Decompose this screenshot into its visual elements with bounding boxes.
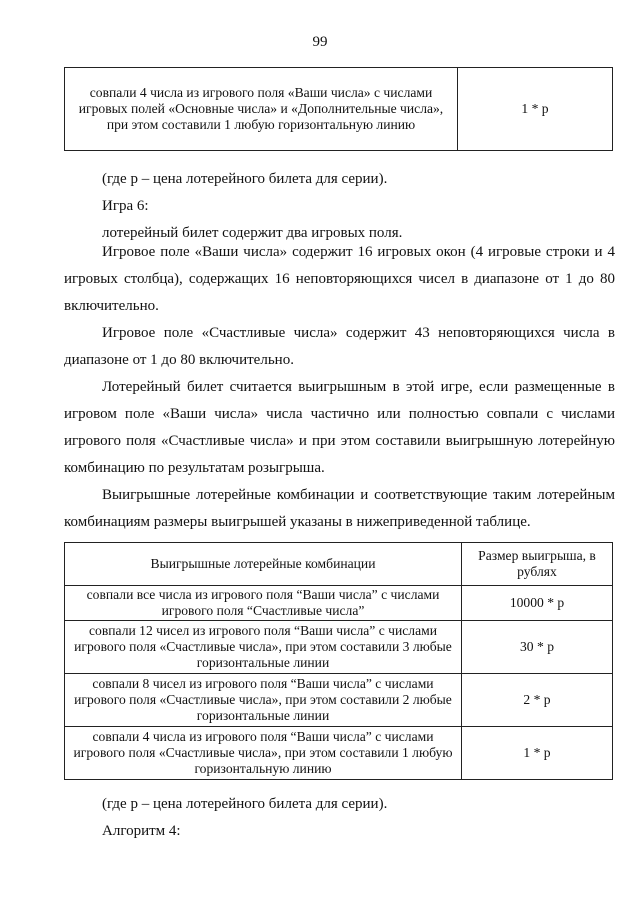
- prize-cell: 1 * р: [458, 68, 613, 151]
- price-note-2: (где р – цена лотерейного билета для серии).: [102, 796, 388, 812]
- combination-cell: совпали все числа из игрового поля “Ваши числа” с числами игрового поля “Счастливые числа”: [65, 586, 462, 621]
- table-header-row: [65, 543, 613, 586]
- winning-condition-paragraph: Лотерейный билет считается выигрышным в этой игре, если размещенные в игровом поле «Ваши числа» числа частично или полностью совпали с числами игрового поля «Счастливые числа» и при этом составили выигрышную лотерейную комбинацию по результатам розыгрыша.: [64, 379, 615, 476]
- table-row: [65, 586, 613, 621]
- header-prize: Размер выигрыша, в рублях: [462, 543, 613, 586]
- continued-prize-table: [64, 67, 613, 151]
- table-row: [65, 727, 613, 780]
- table-intro-paragraph: Выигрышные лотерейные комбинации и соответствующие таким лотерейным комбинациям размеры выигрышей указаны в нижеприведенной таблице.: [64, 487, 615, 530]
- prize-cell: 10000 * р: [462, 586, 613, 621]
- prize-cell: 1 * р: [462, 727, 613, 780]
- header-combination: Выигрышные лотерейные комбинации: [65, 543, 462, 586]
- prize-cell: 2 * р: [462, 674, 613, 727]
- prize-table: [64, 542, 613, 780]
- price-note: (где р – цена лотерейного билета для серии).: [102, 171, 388, 187]
- combination-cell: совпали 12 чисел из игрового поля “Ваши числа” с числами игрового поля «Счастливые числа», при этом составили 3 любые горизонтальные линии: [65, 621, 462, 674]
- game-title: Игра 6:: [102, 198, 149, 214]
- lucky-numbers-paragraph: Игровое поле «Счастливые числа» содержит 43 неповторяющихся числа в диапазоне от 1 до 80 включительно.: [64, 325, 615, 368]
- algorithm-title: Алгоритм 4:: [102, 823, 181, 839]
- combination-cell: совпали 8 чисел из игрового поля “Ваши числа” с числами игрового поля «Счастливые числа», при этом составили 2 любые горизонтальные линии: [65, 674, 462, 727]
- table-row: [65, 621, 613, 674]
- table-row: [65, 674, 613, 727]
- combination-cell: совпали 4 числа из игрового поля “Ваши числа” с числами игрового поля «Счастливые числа», при этом составили 1 любую горизонтальную линию: [65, 727, 462, 780]
- game-intro: лотерейный билет содержит два игровых поля.: [102, 225, 403, 241]
- prize-cell: 30 * р: [462, 621, 613, 674]
- your-numbers-paragraph: Игровое поле «Ваши числа» содержит 16 игровых окон (4 игровые строки и 4 игровых столбца), содержащих 16 неповторяющихся чисел в диапазоне от 1 до 80 включительно.: [64, 244, 615, 314]
- combination-cell: совпали 4 числа из игрового поля «Ваши числа» с числами игровых полей «Основные числа» и «Дополнительные числа», при этом составили 1 любую горизонтальную линию: [65, 68, 458, 151]
- page-number: 99: [312, 34, 328, 50]
- table-row: [65, 68, 613, 151]
